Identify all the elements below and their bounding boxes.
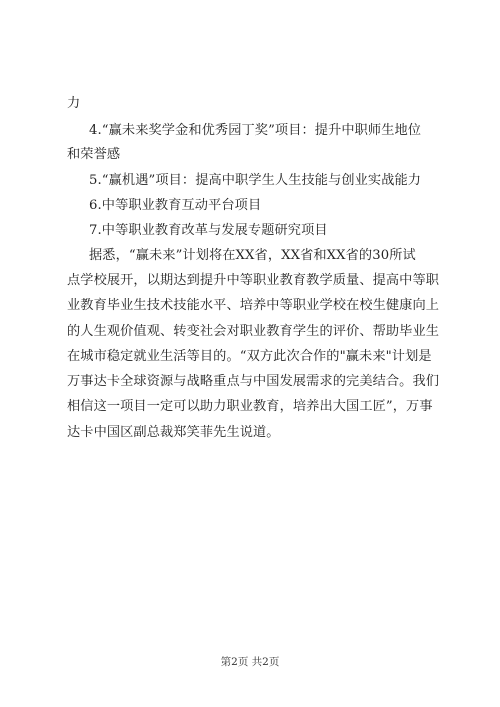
paragraph-line: 在城市稳定就业生活等目的。“双方此次合作的"赢未来"计划是: [67, 349, 432, 364]
list-item-6: 6.中等职业教育互动平台项目: [89, 198, 262, 213]
paragraph-line: 相信这一项目一定可以助力职业教育，培养出大国工匠”，万事: [67, 399, 433, 414]
paragraph-line: 业教育毕业生技术技能水平、培养中等职业学校在校生健康向上: [67, 298, 440, 313]
list-item-5: 5.“赢机遇”项目：提高中职学生人生技能与创业实战能力: [89, 173, 422, 188]
paragraph-line: 据悉，“赢未来”计划将在XX省，XX省和XX省的30所试: [89, 248, 416, 263]
paragraph-line: 万事达卡全球资源与战略重点与中国发展需求的完美结合。我们: [67, 374, 440, 389]
paragraph-line: 达卡中国区副总裁郑笑菲先生说道。: [67, 425, 280, 440]
list-item-7: 7.中等职业教育改革与发展专题研究项目: [89, 223, 328, 238]
paragraph-line: 点学校展开，以期达到提升中等职业教育教学质量、提高中等职: [67, 273, 440, 288]
list-item-4: 4.“赢未来奖学金和优秀园丁奖”项目：提升中职师生地位: [89, 123, 422, 138]
text-line: 和荣誉感: [67, 147, 121, 162]
text-line: 力: [67, 96, 81, 111]
page-number-footer: 第2页 共2页: [220, 656, 280, 668]
paragraph-line: 的人生观价值观、转变社会对职业教育学生的评价、帮助毕业生: [67, 324, 440, 339]
